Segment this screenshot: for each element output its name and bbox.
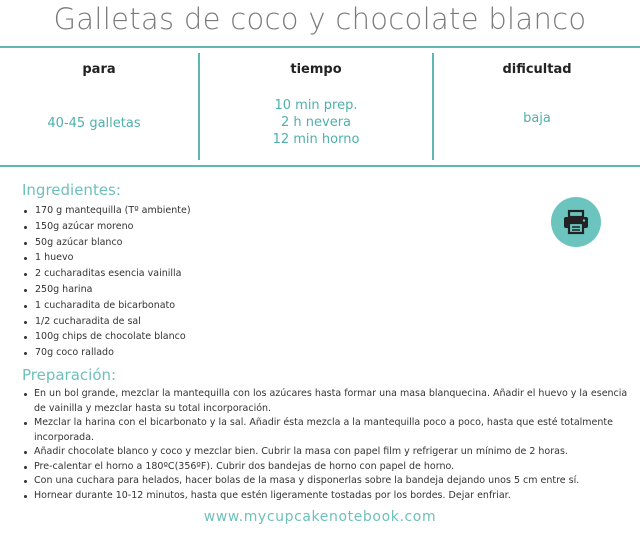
preparation-step: Mezclar la harina con el bicarbonato y la sal. Añadir ésta mezcla a la mantequilla poco a poco, hasta que esté totalmente incorporada.: [24, 416, 628, 445]
time-fridge: 2 h nevera: [280, 115, 351, 130]
website-link[interactable]: www.mycupcakenotebook.com: [203, 509, 437, 525]
ingredient-item: 70g coco rallado: [24, 345, 191, 361]
servings-label: para: [82, 62, 116, 77]
ingredient-item: 1/2 cucharadita de sal: [24, 314, 191, 330]
preparation-step: Añadir chocolate blanco y coco y mezclar bien. Cubrir la masa con papel film y refrigerar un mínimo de 2 horas.: [24, 445, 628, 460]
ingredients-list: [24, 203, 191, 361]
preparation-step: Hornear durante 10-12 minutos, hasta que estén ligeramente tostadas por los bordes. Dejar enfriar.: [24, 489, 628, 504]
ingredient-item: 2 cucharaditas esencia vainilla: [24, 266, 191, 282]
ingredient-item: 100g chips de chocolate blanco: [24, 329, 191, 345]
preparation-step: Con una cuchara para helados, hacer bolas de la masa y disponerlas sobre la bandeja dejando unos 5 cm entre sí.: [24, 474, 628, 489]
time-label: tiempo: [290, 62, 342, 77]
preparation-step: Pre-calentar el horno a 180ºC(356ºF). Cubrir dos bandejas de horno con papel de horno.: [24, 460, 628, 475]
time-values: [200, 97, 432, 148]
ingredient-item: 150g azúcar moreno: [24, 219, 191, 235]
difficulty-value: baja: [523, 111, 551, 126]
ingredient-item: 1 huevo: [24, 250, 191, 266]
preparation-list: [24, 387, 628, 503]
ingredients-title: Ingredientes:: [22, 181, 121, 199]
print-button[interactable]: [551, 197, 601, 247]
preparation-step: En un bol grande, mezclar la mantequilla con los azúcares hasta formar una masa blanquecina. Añadir el huevo y la esencia de vainilla y mezclar hasta su total incorporación.: [24, 387, 628, 416]
time-prep: 10 min prep.: [274, 98, 358, 113]
header-divider-bottom: [0, 165, 640, 167]
ingredient-item: 50g azúcar blanco: [24, 235, 191, 251]
servings-value: 40-45 galletas: [47, 116, 141, 131]
header-divider-top: [0, 46, 640, 48]
ingredient-item: 170 g mantequilla (Tº ambiente): [24, 203, 191, 219]
printer-icon: [562, 209, 590, 235]
ingredient-item: 1 cucharadita de bicarbonato: [24, 298, 191, 314]
ingredient-item: 250g harina: [24, 282, 191, 298]
page-title: Galletas de coco y chocolate blanco: [53, 2, 587, 36]
time-oven: 12 min horno: [272, 132, 360, 147]
preparation-title: Preparación:: [22, 366, 117, 384]
difficulty-label: dificultad: [502, 62, 572, 77]
